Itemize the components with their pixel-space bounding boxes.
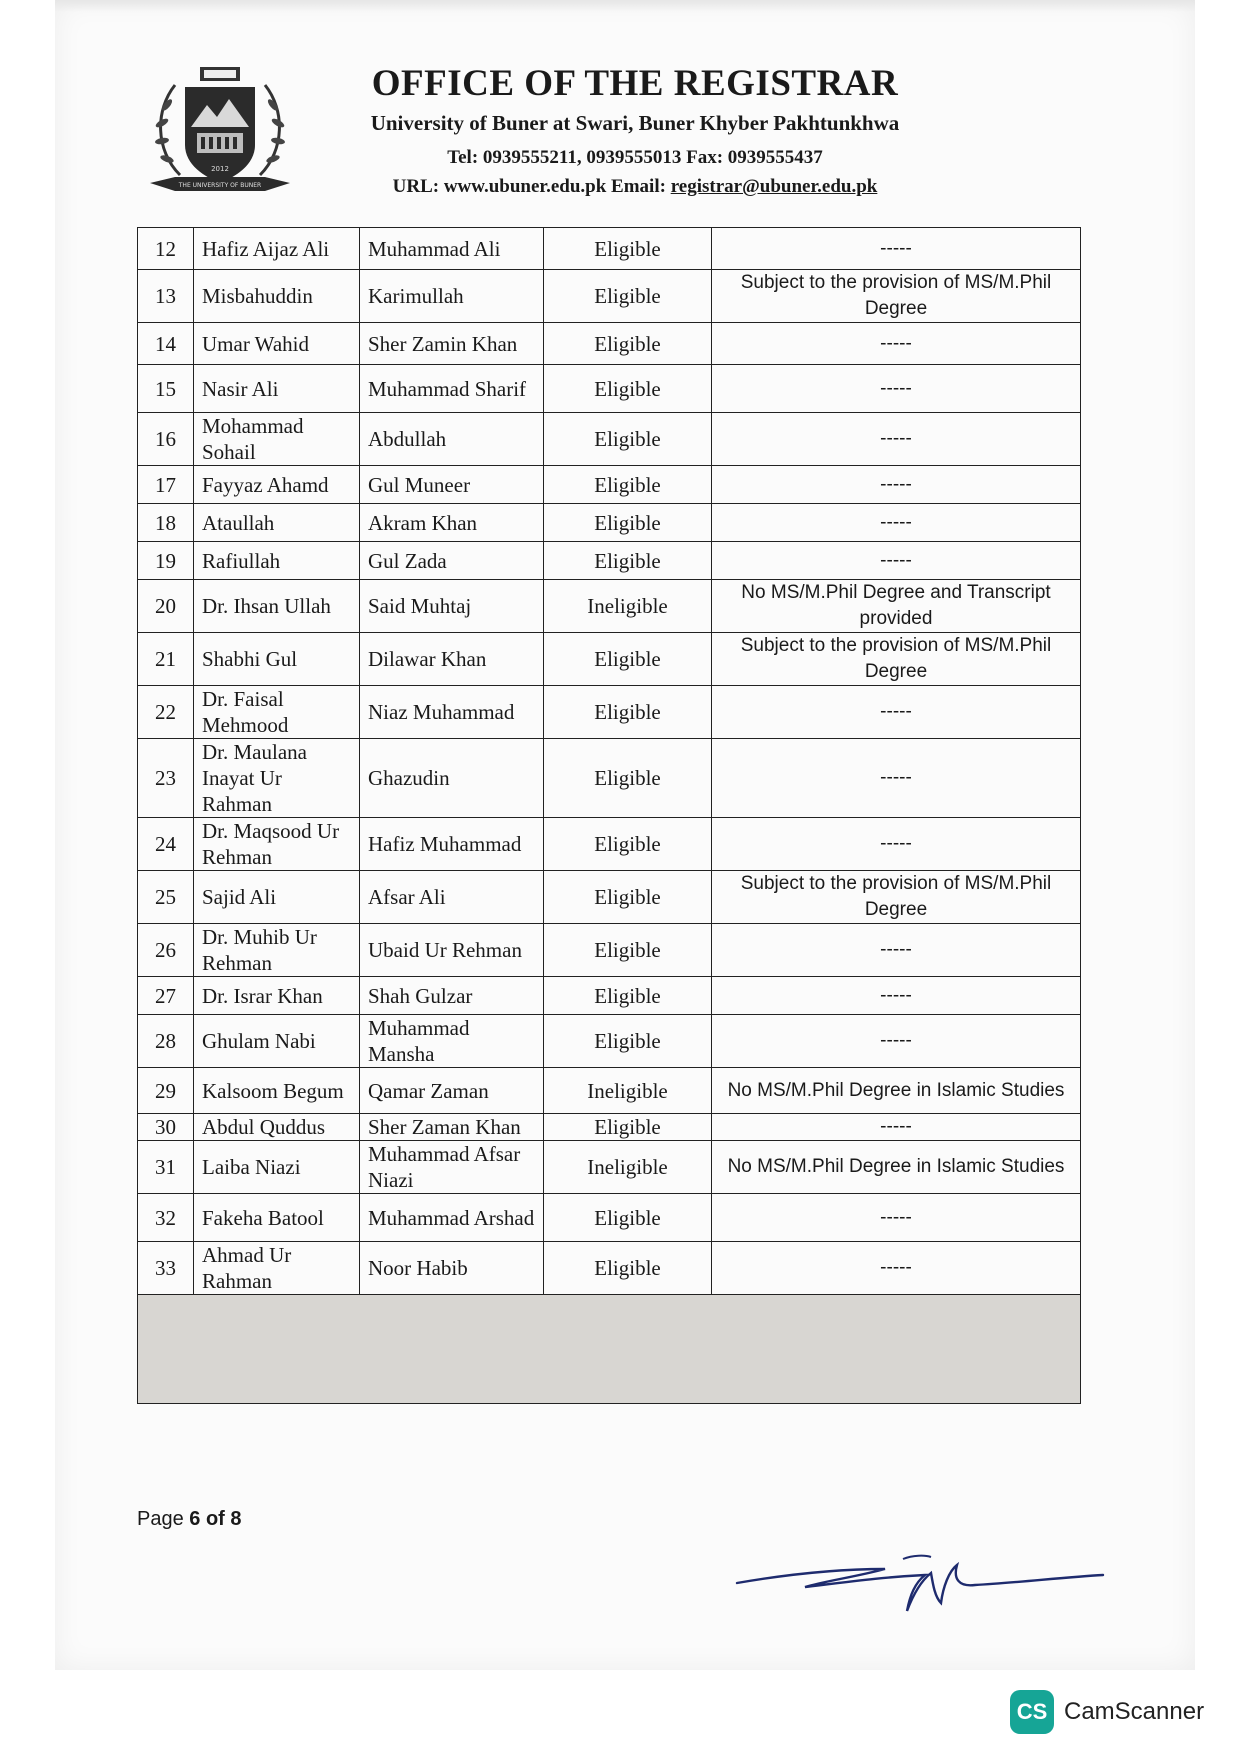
- table-row: [138, 686, 1081, 739]
- remarks-cell: No MS/M.Phil Degree and Transcript provided: [712, 580, 1081, 633]
- shaded-blank-cell: [138, 1295, 1081, 1404]
- candidate-name-cell: Umar Wahid: [194, 323, 360, 365]
- table-row: [138, 365, 1081, 413]
- serial-number-cell: 33: [138, 1242, 194, 1295]
- father-name-cell: Muhammad Ali: [360, 228, 544, 270]
- candidate-name-cell: Misbahuddin: [194, 270, 360, 323]
- eligibility-status-cell: Eligible: [544, 1015, 712, 1068]
- remarks-cell: -----: [712, 413, 1081, 466]
- remarks-cell: -----: [712, 818, 1081, 871]
- serial-number-cell: 16: [138, 413, 194, 466]
- father-name-cell: Muhammad Arshad: [360, 1194, 544, 1242]
- eligibility-status-cell: Ineligible: [544, 1141, 712, 1194]
- shaded-blank-row: [138, 1295, 1081, 1404]
- page-of: of: [205, 1508, 225, 1530]
- remarks-cell: -----: [712, 228, 1081, 270]
- candidate-name-cell: Dr. Maulana Inayat Ur Rahman: [194, 739, 360, 818]
- eligibility-status-cell: Eligible: [544, 323, 712, 365]
- father-name-cell: Ubaid Ur Rehman: [360, 924, 544, 977]
- table-row: [138, 924, 1081, 977]
- remarks-cell: -----: [712, 365, 1081, 413]
- serial-number-cell: 19: [138, 542, 194, 580]
- remarks-cell: -----: [712, 504, 1081, 542]
- candidate-name-cell: Laiba Niazi: [194, 1141, 360, 1194]
- serial-number-cell: 29: [138, 1068, 194, 1114]
- eligibility-table-container: [137, 227, 1081, 1404]
- candidate-name-cell: Fakeha Batool: [194, 1194, 360, 1242]
- camscanner-watermark: [1010, 1690, 1204, 1734]
- table-row: [138, 270, 1081, 323]
- serial-number-cell: 28: [138, 1015, 194, 1068]
- eligibility-status-cell: Eligible: [544, 977, 712, 1015]
- candidate-name-cell: Ghulam Nabi: [194, 1015, 360, 1068]
- serial-number-cell: 24: [138, 818, 194, 871]
- eligibility-status-cell: Eligible: [544, 924, 712, 977]
- table-row: [138, 1194, 1081, 1242]
- father-name-cell: Gul Zada: [360, 542, 544, 580]
- serial-number-cell: 13: [138, 270, 194, 323]
- remarks-cell: -----: [712, 686, 1081, 739]
- table-row: [138, 1141, 1081, 1194]
- logo-caption: THE UNIVERSITY OF BUNER: [178, 182, 262, 189]
- serial-number-cell: 30: [138, 1114, 194, 1141]
- eligibility-status-cell: Eligible: [544, 504, 712, 542]
- table-row: [138, 1015, 1081, 1068]
- table-row: [138, 323, 1081, 365]
- serial-number-cell: 23: [138, 739, 194, 818]
- letterhead: [300, 62, 970, 200]
- camscanner-logo-icon: CS: [1010, 1690, 1054, 1734]
- serial-number-cell: 27: [138, 977, 194, 1015]
- father-name-cell: Noor Habib: [360, 1242, 544, 1295]
- page-total: 8: [230, 1508, 242, 1530]
- serial-number-cell: 21: [138, 633, 194, 686]
- father-name-cell: Sher Zamin Khan: [360, 323, 544, 365]
- remarks-cell: -----: [712, 1114, 1081, 1141]
- father-name-cell: Ghazudin: [360, 739, 544, 818]
- university-name: University of Buner at Swari, Buner Khyber Pakhtunkhwa: [370, 111, 900, 135]
- candidate-name-cell: Mohammad Sohail: [194, 413, 360, 466]
- candidate-name-cell: Dr. Maqsood Ur Rehman: [194, 818, 360, 871]
- candidate-name-cell: Fayyaz Ahamd: [194, 466, 360, 504]
- eligibility-status-cell: Eligible: [544, 1114, 712, 1141]
- contact-phone-line: Tel: 0939555211, 0939555013 Fax: 0939555437: [447, 147, 823, 168]
- eligibility-status-cell: Eligible: [544, 542, 712, 580]
- father-name-cell: Muhammad Afsar Niazi: [360, 1141, 544, 1194]
- serial-number-cell: 22: [138, 686, 194, 739]
- serial-number-cell: 25: [138, 871, 194, 924]
- father-name-cell: Hafiz Muhammad: [360, 818, 544, 871]
- university-logo: [145, 65, 295, 205]
- remarks-cell: -----: [712, 323, 1081, 365]
- father-name-cell: Dilawar Khan: [360, 633, 544, 686]
- table-row: [138, 1114, 1081, 1141]
- candidate-name-cell: Kalsoom Begum: [194, 1068, 360, 1114]
- eligibility-status-cell: Eligible: [544, 686, 712, 739]
- serial-number-cell: 12: [138, 228, 194, 270]
- table-row: [138, 818, 1081, 871]
- table-row: [138, 1242, 1081, 1295]
- table-row: [138, 871, 1081, 924]
- father-name-cell: Shah Gulzar: [360, 977, 544, 1015]
- candidate-name-cell: Dr. Ihsan Ullah: [194, 580, 360, 633]
- table-row: [138, 504, 1081, 542]
- eligibility-status-cell: Eligible: [544, 466, 712, 504]
- father-name-cell: Qamar Zaman: [360, 1068, 544, 1114]
- candidate-name-cell: Nasir Ali: [194, 365, 360, 413]
- candidate-name-cell: Hafiz Aijaz Ali: [194, 228, 360, 270]
- serial-number-cell: 14: [138, 323, 194, 365]
- father-name-cell: Akram Khan: [360, 504, 544, 542]
- remarks-cell: -----: [712, 739, 1081, 818]
- candidate-name-cell: Dr. Faisal Mehmood: [194, 686, 360, 739]
- candidate-name-cell: Sajid Ali: [194, 871, 360, 924]
- serial-number-cell: 18: [138, 504, 194, 542]
- page-current: 6: [189, 1508, 201, 1530]
- serial-number-cell: 20: [138, 580, 194, 633]
- eligibility-status-cell: Eligible: [544, 365, 712, 413]
- table-row: [138, 228, 1081, 270]
- eligibility-status-cell: Ineligible: [544, 580, 712, 633]
- page-prefix: Page: [137, 1508, 184, 1530]
- remarks-cell: -----: [712, 924, 1081, 977]
- page-number: [137, 1508, 242, 1531]
- father-name-cell: Sher Zaman Khan: [360, 1114, 544, 1141]
- remarks-cell: Subject to the provision of MS/M.Phil Degree: [712, 633, 1081, 686]
- scan-edge-shadow: [55, 0, 1195, 12]
- table-row: [138, 1068, 1081, 1114]
- father-name-cell: Afsar Ali: [360, 871, 544, 924]
- table-row: [138, 580, 1081, 633]
- father-name-cell: Muhammad Sharif: [360, 365, 544, 413]
- office-title: OFFICE OF THE REGISTRAR: [371, 63, 899, 104]
- eligibility-status-cell: Eligible: [544, 413, 712, 466]
- contact-url-line: [300, 174, 970, 200]
- registrar-signature: [735, 1525, 1105, 1615]
- remarks-cell: Subject to the provision of MS/M.Phil Degree: [712, 270, 1081, 323]
- eligibility-table-body: [138, 228, 1081, 1295]
- remarks-cell: -----: [712, 1194, 1081, 1242]
- candidate-name-cell: Dr. Muhib Ur Rehman: [194, 924, 360, 977]
- eligibility-table: [137, 227, 1081, 1404]
- remarks-cell: -----: [712, 1242, 1081, 1295]
- remarks-cell: -----: [712, 466, 1081, 504]
- url-prefix: URL: www.ubuner.edu.pk Email:: [392, 176, 671, 197]
- table-row: [138, 977, 1081, 1015]
- table-row: [138, 413, 1081, 466]
- father-name-cell: Abdullah: [360, 413, 544, 466]
- eligibility-status-cell: Eligible: [544, 633, 712, 686]
- serial-number-cell: 32: [138, 1194, 194, 1242]
- camscanner-label: CamScanner: [1064, 1698, 1205, 1725]
- table-row: [138, 739, 1081, 818]
- eligibility-status-cell: Eligible: [544, 270, 712, 323]
- serial-number-cell: 15: [138, 365, 194, 413]
- eligibility-status-cell: Eligible: [544, 818, 712, 871]
- eligibility-status-cell: Eligible: [544, 1194, 712, 1242]
- candidate-name-cell: Rafiullah: [194, 542, 360, 580]
- eligibility-status-cell: Eligible: [544, 1242, 712, 1295]
- father-name-cell: Gul Muneer: [360, 466, 544, 504]
- father-name-cell: Niaz Muhammad: [360, 686, 544, 739]
- remarks-cell: No MS/M.Phil Degree in Islamic Studies: [712, 1068, 1081, 1114]
- remarks-cell: -----: [712, 977, 1081, 1015]
- eligibility-status-cell: Eligible: [544, 739, 712, 818]
- remarks-cell: No MS/M.Phil Degree in Islamic Studies: [712, 1141, 1081, 1194]
- serial-number-cell: 17: [138, 466, 194, 504]
- serial-number-cell: 26: [138, 924, 194, 977]
- remarks-cell: Subject to the provision of MS/M.Phil Degree: [712, 871, 1081, 924]
- remarks-cell: -----: [712, 1015, 1081, 1068]
- eligibility-status-cell: Eligible: [544, 871, 712, 924]
- candidate-name-cell: Dr. Israr Khan: [194, 977, 360, 1015]
- candidate-name-cell: Shabhi Gul: [194, 633, 360, 686]
- father-name-cell: Karimullah: [360, 270, 544, 323]
- candidate-name-cell: Ataullah: [194, 504, 360, 542]
- candidate-name-cell: Ahmad Ur Rahman: [194, 1242, 360, 1295]
- eligibility-status-cell: Eligible: [544, 228, 712, 270]
- table-row: [138, 466, 1081, 504]
- registrar-email-link[interactable]: registrar@ubuner.edu.pk: [670, 176, 878, 197]
- logo-year: 2012: [211, 165, 229, 173]
- candidate-name-cell: Abdul Quddus: [194, 1114, 360, 1141]
- remarks-cell: -----: [712, 542, 1081, 580]
- table-row: [138, 633, 1081, 686]
- father-name-cell: Said Muhtaj: [360, 580, 544, 633]
- father-name-cell: Muhammad Mansha: [360, 1015, 544, 1068]
- serial-number-cell: 31: [138, 1141, 194, 1194]
- table-row: [138, 542, 1081, 580]
- eligibility-status-cell: Ineligible: [544, 1068, 712, 1114]
